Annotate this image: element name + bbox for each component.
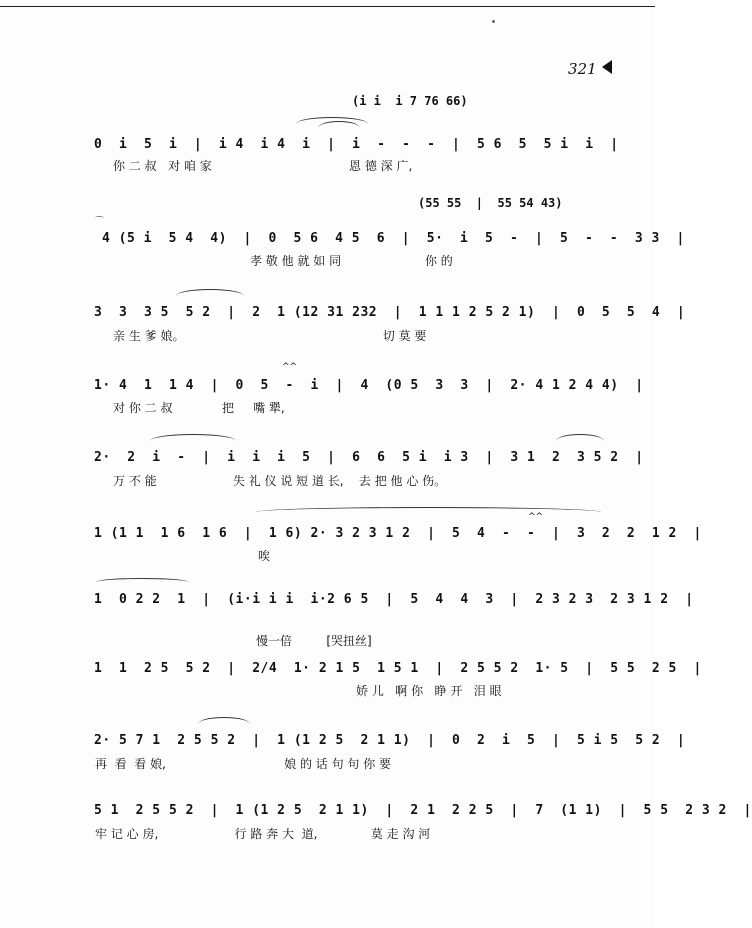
system-10-lyrics: 牢 记 心 房, 行 路 奔 大 道, 莫 走 沟 河 [95, 827, 431, 841]
system-4-notation: 1· 4 1 1 4 | 0 5 - i | 4 (0 5 3 3 | 2· 4 1 2 4 4) | [94, 378, 644, 393]
slur [176, 289, 244, 296]
ornament-mark: ^^ [282, 362, 298, 372]
system-3-lyrics: 亲 生 爹 娘。 切 莫 要 [113, 329, 427, 343]
system-9-lyrics: 再 看 看 娘, 娘 的 话 句 句 你 要 [95, 757, 392, 771]
system-1-aux: (i i i 7 76 66) [352, 94, 468, 108]
system-8-notation: 1 1 2 5 5 2 | 2/4 1· 2 1 5 1 5 1 | 2 5 5 2 1· 5 | 5 5 2 5 | [94, 661, 702, 676]
system-6-lyrics: 唉 [258, 549, 271, 563]
page-number: 321 [568, 60, 597, 78]
slur [556, 434, 604, 441]
system-2-aux: (55 55 | 55 54 43) [418, 196, 563, 210]
system-1-lyrics: 你 二 叔 对 咱 家 恩 德 深 广, [113, 159, 413, 173]
top-rule [0, 6, 655, 7]
slur [256, 507, 601, 512]
print-speck [492, 20, 495, 23]
slur [198, 717, 250, 724]
slur [96, 578, 188, 582]
system-10-notation: 5 1 2 5 5 2 | 1 (1 2 5 2 1 1) | 2 1 2 2 5 | 7 (1 1) | 5 5 2 3 2 | [94, 803, 752, 818]
ornament-mark: ^^ [528, 512, 544, 522]
system-4-lyrics: 对 你 二 叔 把 嘴 犟, [113, 401, 285, 415]
slur [150, 434, 236, 441]
system-2-notation: 4 (5 i 5 4 4) | 0 5 6 4 5 6 | 5· i 5 - | 5 - - 3 3 | [102, 231, 685, 246]
slur [318, 121, 360, 128]
system-5-notation: 2· 2 i - | i i i 5 | 6 6 5 i i 3 | 3 1 2 3 5 2 | [94, 450, 644, 465]
system-5-lyrics: 万 不 能 失 礼 仪 说 短 道 长, 去 把 他 心 伤。 [113, 474, 447, 488]
system-8-lyrics: 娇 儿 啊 你 睁 开 泪 眼 [356, 684, 502, 698]
system-1-notation: 0 i 5 i | i 4 i 4 i | i - - - | 5 6 5 5 i i | [94, 137, 619, 152]
page-marker-icon [602, 60, 612, 74]
system-8-aux: 慢一倍 [哭扭丝] [256, 634, 372, 648]
system-2-lyrics: 孝 敬 他 就 如 同 你 的 [250, 254, 453, 268]
system-9-notation: 2· 5 7 1 2 5 5 2 | 1 (1 2 5 2 1 1) | 0 2 i 5 | 5 i 5 5 2 | [94, 733, 686, 748]
system-6-notation: 1 (1 1 1 6 1 6 | 1 6) 2· 3 2 3 1 2 | 5 4 - - | 3 2 2 1 2 | [94, 526, 702, 541]
system-3-notation: 3 3 3 5 5 2 | 2 1 (12 31 232 | 1 1 1 2 5 2 1) | 0 5 5 4 | [94, 305, 686, 320]
slur-mark: ⌒ [95, 217, 105, 227]
system-7-notation: 1 0 2 2 1 | (i·i i i i·2 6 5 | 5 4 4 3 | 2 3 2 3 2 3 1 2 | [94, 592, 694, 607]
